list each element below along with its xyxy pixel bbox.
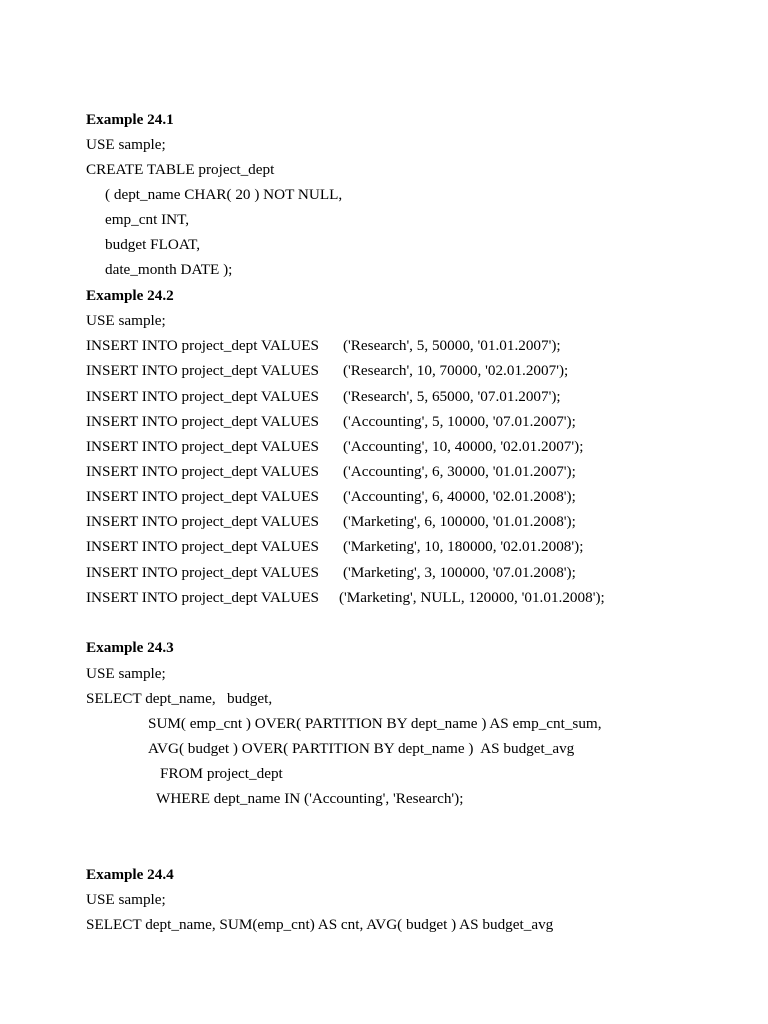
insert-values: ('Research', 5, 50000, '01.01.2007'); <box>343 337 561 354</box>
insert-values: ('Accounting', 6, 30000, '01.01.2007'); <box>343 463 576 480</box>
insert-line <box>86 564 576 582</box>
insert-command: INSERT INTO project_dept VALUES <box>86 337 319 354</box>
code-line: SELECT dept_name, budget, <box>86 690 273 707</box>
code-line: USE sample; <box>86 665 166 682</box>
insert-line <box>86 463 576 481</box>
insert-values: ('Marketing', 3, 100000, '07.01.2008'); <box>343 564 576 581</box>
example-heading: Example 24.1 <box>86 111 174 128</box>
insert-values: ('Accounting', 5, 10000, '07.01.2007'); <box>343 413 576 430</box>
example-heading: Example 24.2 <box>86 287 174 304</box>
insert-values: ('Marketing', 10, 180000, '02.01.2008'); <box>343 538 584 555</box>
insert-values: ('Marketing', NULL, 120000, '01.01.2008'); <box>339 589 605 606</box>
insert-command: INSERT INTO project_dept VALUES <box>86 463 319 480</box>
code-line: ( dept_name CHAR( 20 ) NOT NULL, <box>105 186 343 203</box>
code-line: AVG( budget ) OVER( PARTITION BY dept_name ) AS budget_avg <box>148 740 575 757</box>
insert-command: INSERT INTO project_dept VALUES <box>86 589 319 606</box>
insert-line <box>86 388 561 406</box>
code-line: USE sample; <box>86 136 166 153</box>
insert-values: ('Research', 10, 70000, '02.01.2007'); <box>343 362 569 379</box>
insert-command: INSERT INTO project_dept VALUES <box>86 388 319 405</box>
insert-values: ('Accounting', 10, 40000, '02.01.2007'); <box>343 438 584 455</box>
insert-command: INSERT INTO project_dept VALUES <box>86 513 319 530</box>
insert-line <box>86 337 561 355</box>
insert-command: INSERT INTO project_dept VALUES <box>86 564 319 581</box>
insert-command: INSERT INTO project_dept VALUES <box>86 362 319 379</box>
example-heading: Example 24.4 <box>86 866 174 883</box>
insert-line <box>86 513 576 531</box>
insert-values: ('Accounting', 6, 40000, '02.01.2008'); <box>343 488 576 505</box>
code-line: CREATE TABLE project_dept <box>86 161 275 178</box>
insert-line <box>86 438 583 456</box>
insert-line <box>86 362 568 380</box>
code-line: SUM( emp_cnt ) OVER( PARTITION BY dept_name ) AS emp_cnt_sum, <box>148 715 602 732</box>
insert-command: INSERT INTO project_dept VALUES <box>86 438 319 455</box>
code-line: USE sample; <box>86 312 166 329</box>
code-line: emp_cnt INT, <box>105 211 190 228</box>
example-heading: Example 24.3 <box>86 639 174 656</box>
insert-line <box>86 538 583 556</box>
code-line: FROM project_dept <box>160 765 283 782</box>
code-line: WHERE dept_name IN ('Accounting', 'Research'); <box>156 790 464 807</box>
code-line: budget FLOAT, <box>105 236 201 253</box>
insert-line <box>86 413 576 431</box>
insert-line <box>86 488 576 506</box>
insert-command: INSERT INTO project_dept VALUES <box>86 413 319 430</box>
insert-command: INSERT INTO project_dept VALUES <box>86 538 319 555</box>
insert-line <box>86 589 605 607</box>
code-line: USE sample; <box>86 891 166 908</box>
code-line: date_month DATE ); <box>105 261 233 278</box>
insert-values: ('Marketing', 6, 100000, '01.01.2008'); <box>343 513 576 530</box>
insert-values: ('Research', 5, 65000, '07.01.2007'); <box>343 388 561 405</box>
insert-command: INSERT INTO project_dept VALUES <box>86 488 319 505</box>
code-line: SELECT dept_name, SUM(emp_cnt) AS cnt, AVG( budget ) AS budget_avg <box>86 916 554 933</box>
